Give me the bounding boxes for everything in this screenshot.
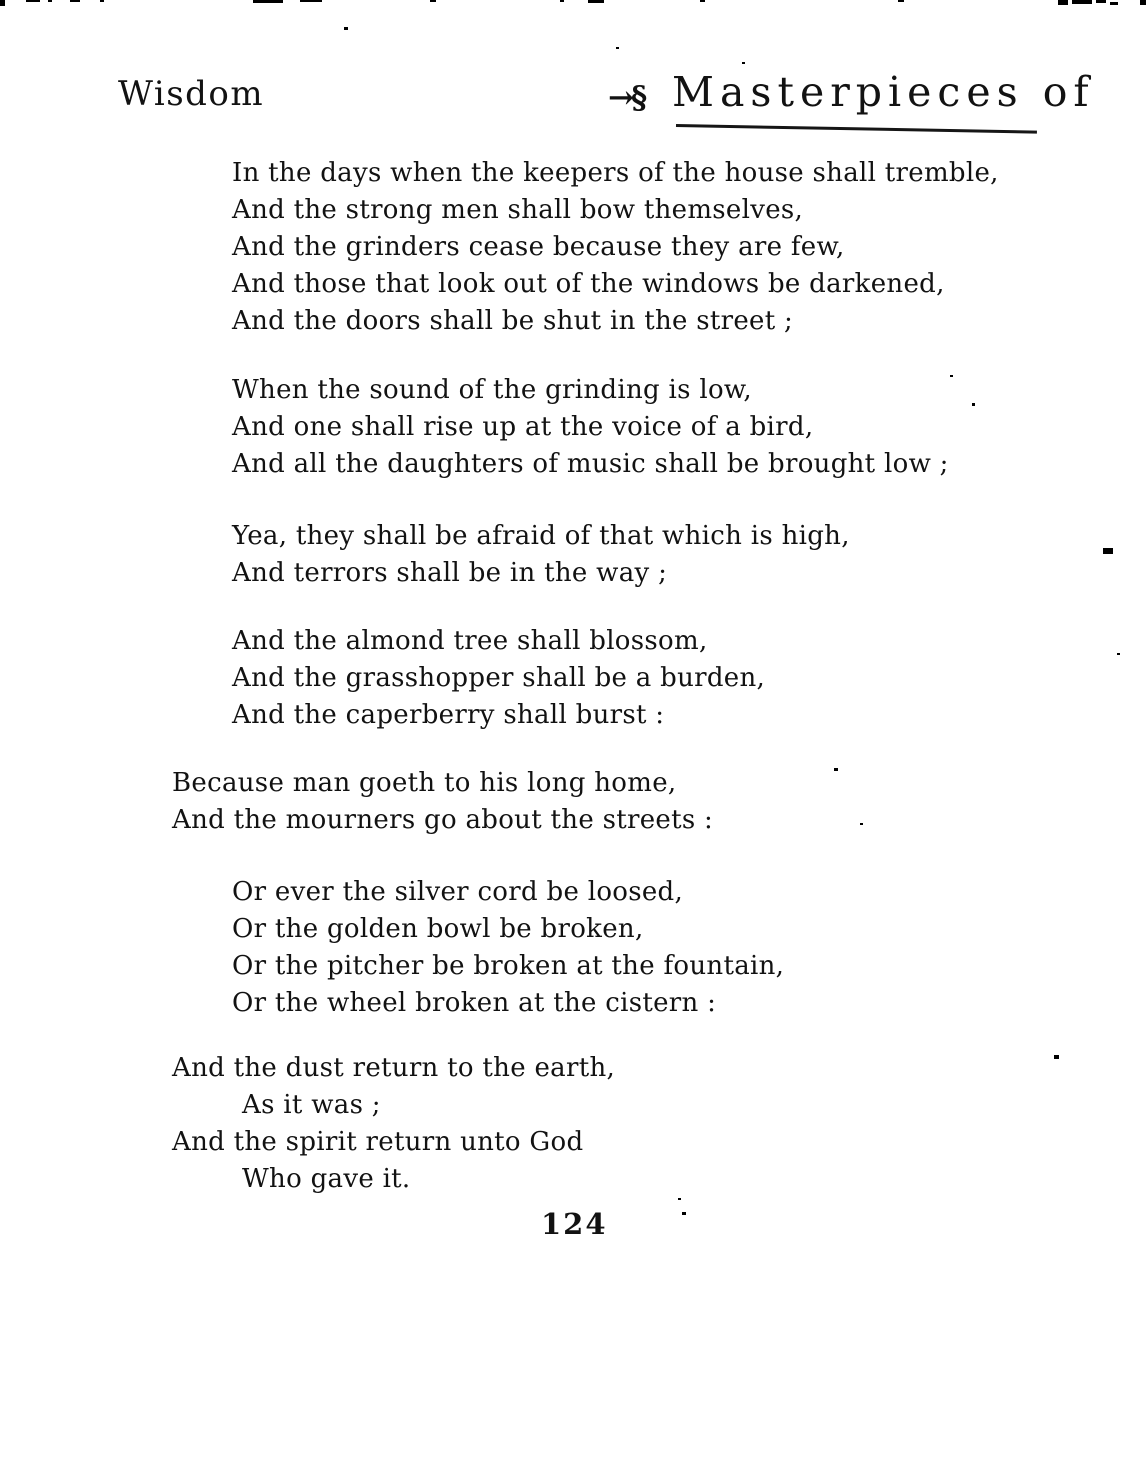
poem-line: When the sound of the grinding is low,	[232, 375, 752, 405]
poem-line: And the mourners go about the streets :	[172, 805, 714, 835]
stanza-1	[232, 155, 999, 340]
scan-speckle	[344, 27, 348, 30]
scan-speckle	[70, 0, 80, 2]
scan-speckle	[682, 1212, 686, 1215]
scan-speckle	[0, 0, 5, 6]
poem-line: And all the daughters of music shall be brought low ;	[232, 449, 949, 479]
poem-line: Or the wheel broken at the cistern :	[232, 988, 717, 1018]
poem-line: And the spirit return unto God	[172, 1127, 584, 1157]
scan-speckle	[1140, 0, 1146, 5]
stanza-3	[232, 518, 850, 592]
scan-speckle	[700, 0, 705, 2]
stanza-6	[232, 874, 784, 1022]
poem-line: And terrors shall be in the way ;	[232, 558, 668, 588]
scan-speckle	[1117, 653, 1120, 655]
scan-speckle	[300, 0, 322, 2]
scan-speckle	[1072, 0, 1092, 4]
poem-line: And the doors shall be shut in the street ;	[232, 306, 794, 336]
page-number: 124	[541, 1207, 608, 1241]
scan-speckle	[253, 0, 283, 3]
running-head-section: Wisdom	[118, 74, 265, 114]
poem-line: And the strong men shall bow themselves,	[232, 195, 804, 225]
poem-line: Who gave it.	[242, 1164, 411, 1194]
poem-line: And one shall rise up at the voice of a bird,	[232, 412, 814, 442]
scan-speckle	[1058, 0, 1068, 5]
stanza-7	[172, 1050, 615, 1198]
poem-line: And the almond tree shall blossom,	[232, 626, 708, 656]
scan-speckle	[834, 768, 838, 771]
scan-speckle	[430, 0, 436, 2]
poem-line: Because man goeth to his long home,	[172, 768, 677, 798]
poem-line: Or the pitcher be broken at the fountain,	[232, 951, 785, 981]
scan-speckle	[100, 0, 104, 2]
poem-line: Yea, they shall be afraid of that which is high,	[232, 521, 850, 551]
scan-speckle	[742, 62, 745, 64]
title-underline-rule	[676, 124, 1037, 134]
scan-speckle	[860, 823, 863, 825]
running-head-book-title: Masterpieces of	[672, 68, 1095, 116]
scan-speckle	[48, 0, 52, 2]
poem-line: Or ever the silver cord be loosed,	[232, 877, 684, 907]
scan-speckle	[1054, 1055, 1059, 1059]
scan-speckle	[588, 0, 604, 3]
poem-line: And the caperberry shall burst :	[232, 700, 665, 730]
fleuron-ornament-icon: →§	[608, 80, 645, 116]
scan-speckle	[1096, 0, 1106, 3]
scan-speckle	[972, 403, 975, 406]
scan-speckle	[1110, 2, 1118, 5]
poem-line: In the days when the keepers of the house shall tremble,	[232, 158, 999, 188]
poem-line: And the dust return to the earth,	[172, 1053, 616, 1083]
poem-line: And the grasshopper shall be a burden,	[232, 663, 766, 693]
poem-line: And those that look out of the windows be darkened,	[232, 269, 945, 299]
scan-speckle	[678, 1198, 681, 1200]
poem-line: As it was ;	[242, 1090, 381, 1120]
scan-speckle	[950, 375, 953, 377]
scan-speckle	[898, 0, 904, 2]
scan-speckle	[1103, 548, 1113, 554]
stanza-5	[172, 765, 713, 839]
scan-speckle	[560, 0, 564, 2]
stanza-4	[232, 623, 765, 734]
stanza-2	[232, 372, 949, 483]
poem-line: And the grinders cease because they are few,	[232, 232, 845, 262]
scan-speckle	[616, 47, 619, 49]
poem-line: Or the golden bowl be broken,	[232, 914, 644, 944]
scan-speckle	[26, 0, 40, 2]
